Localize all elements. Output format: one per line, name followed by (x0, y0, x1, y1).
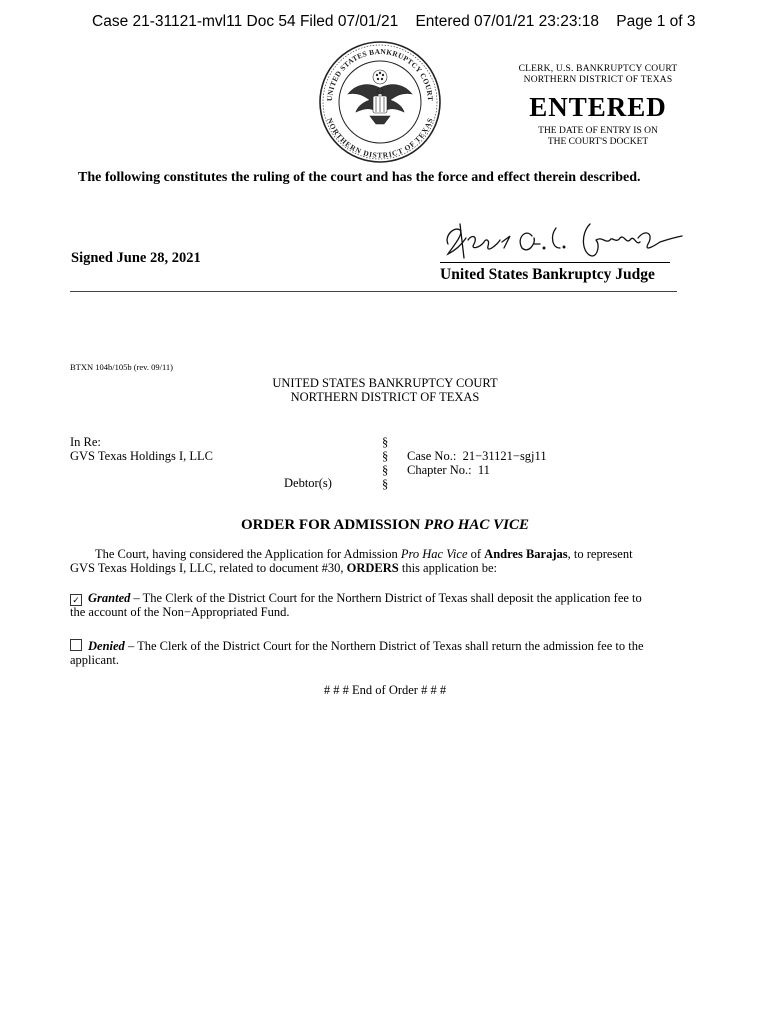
p1-text-a: The Court, having considered the Application for Admission (95, 547, 401, 561)
seal-bottom-text: NORTHERN DISTRICT OF TEXAS (325, 116, 435, 160)
p1-italic: Pro Hac Vice (400, 547, 468, 561)
in-re-label: In Re: (70, 435, 101, 449)
applicant-name: Andres Barajas (484, 547, 568, 561)
section-mark: § (382, 449, 389, 463)
stamp-note-line1: THE DATE OF ENTRY IS ON (538, 126, 658, 136)
p1-line2-a: GVS Texas Holdings I, LLC, related to document #30, (70, 561, 347, 575)
p1-text-c: , to represent (567, 547, 633, 561)
denied-text-a: – The Clerk of the District Court for the Northern District of Texas shall return the admission fee to the (124, 639, 644, 653)
order-title-main: ORDER FOR ADMISSION (241, 517, 424, 533)
judge-signature-icon (440, 214, 685, 264)
denied-option (64, 638, 684, 667)
form-id: BTXN 104b/105b (rev. 09/11) (70, 362, 174, 372)
stamp-entered: ENTERED (529, 92, 667, 122)
stamp-clerk-line2: NORTHERN DISTRICT OF TEXAS (523, 75, 673, 85)
case-no-value: 21−31121−sgj11 (462, 449, 547, 463)
seal-top-text: UNITED STATES BANKRUPTCY COURT (324, 46, 436, 102)
granted-checkbox[interactable]: ✓ (70, 594, 82, 606)
stamp-note-line2: THE COURT'S DOCKET (547, 137, 649, 147)
judge-title: United States Bankruptcy Judge (440, 266, 655, 283)
granted-text-b: the account of the Non−Appropriated Fund. (70, 605, 290, 619)
p1-line2-b: this application be: (398, 561, 497, 575)
section-mark: § (382, 477, 389, 491)
court-seal-icon (318, 40, 442, 164)
case-no-label: Case No.: (407, 449, 457, 463)
section-mark: § (382, 435, 389, 449)
filed-date: Filed 07/01/21 (299, 13, 399, 30)
paragraph-line2 (70, 561, 690, 575)
signature-line (440, 262, 670, 263)
denied-checkbox[interactable] (70, 639, 82, 651)
granted-text-a: – The Clerk of the District Court for the Northern District of Texas shall deposit the application fee to (130, 591, 642, 605)
chapter-value: 11 (477, 463, 490, 477)
court-line2: NORTHERN DISTRICT OF TEXAS (290, 390, 480, 404)
orders-word: ORDERS (346, 561, 399, 575)
case-number-row (407, 449, 547, 463)
denied-label: Denied (88, 639, 125, 653)
order-paragraph (70, 547, 690, 575)
denied-text-b: applicant. (70, 653, 119, 667)
granted-label: Granted (88, 591, 131, 605)
header-divider (70, 291, 677, 292)
signed-date: Signed June 28, 2021 (71, 250, 201, 266)
p1-text-b: of (467, 547, 485, 561)
filing-header (92, 13, 696, 31)
chapter-row (407, 463, 490, 477)
end-of-order: # # # End of Order # # # (323, 683, 447, 697)
entered-stamp (508, 64, 688, 148)
section-marks (382, 435, 388, 491)
court-line1: UNITED STATES BANKRUPTCY COURT (272, 376, 498, 390)
case-number: Case 21-31121-mvl11 (92, 13, 243, 30)
order-title-italic: PRO HAC VICE (423, 517, 529, 533)
entered-date: Entered 07/01/21 23:23:18 (415, 13, 600, 30)
debtor-name: GVS Texas Holdings I, LLC (70, 449, 213, 463)
court-name (200, 376, 570, 404)
page-number: Page 1 of 3 (616, 13, 696, 30)
section-mark: § (382, 463, 389, 477)
paragraph-line1 (70, 547, 690, 561)
order-title (0, 517, 770, 534)
debtor-label: Debtor(s) (284, 476, 332, 490)
stamp-clerk-line1: CLERK, U.S. BANKRUPTCY COURT (518, 64, 678, 74)
chapter-label: Chapter No.: (407, 463, 472, 477)
doc-number: Doc 54 (246, 13, 296, 30)
ruling-statement: The following constitutes the ruling of the court and has the force and effect therein described. (78, 170, 641, 185)
granted-option (64, 591, 684, 619)
